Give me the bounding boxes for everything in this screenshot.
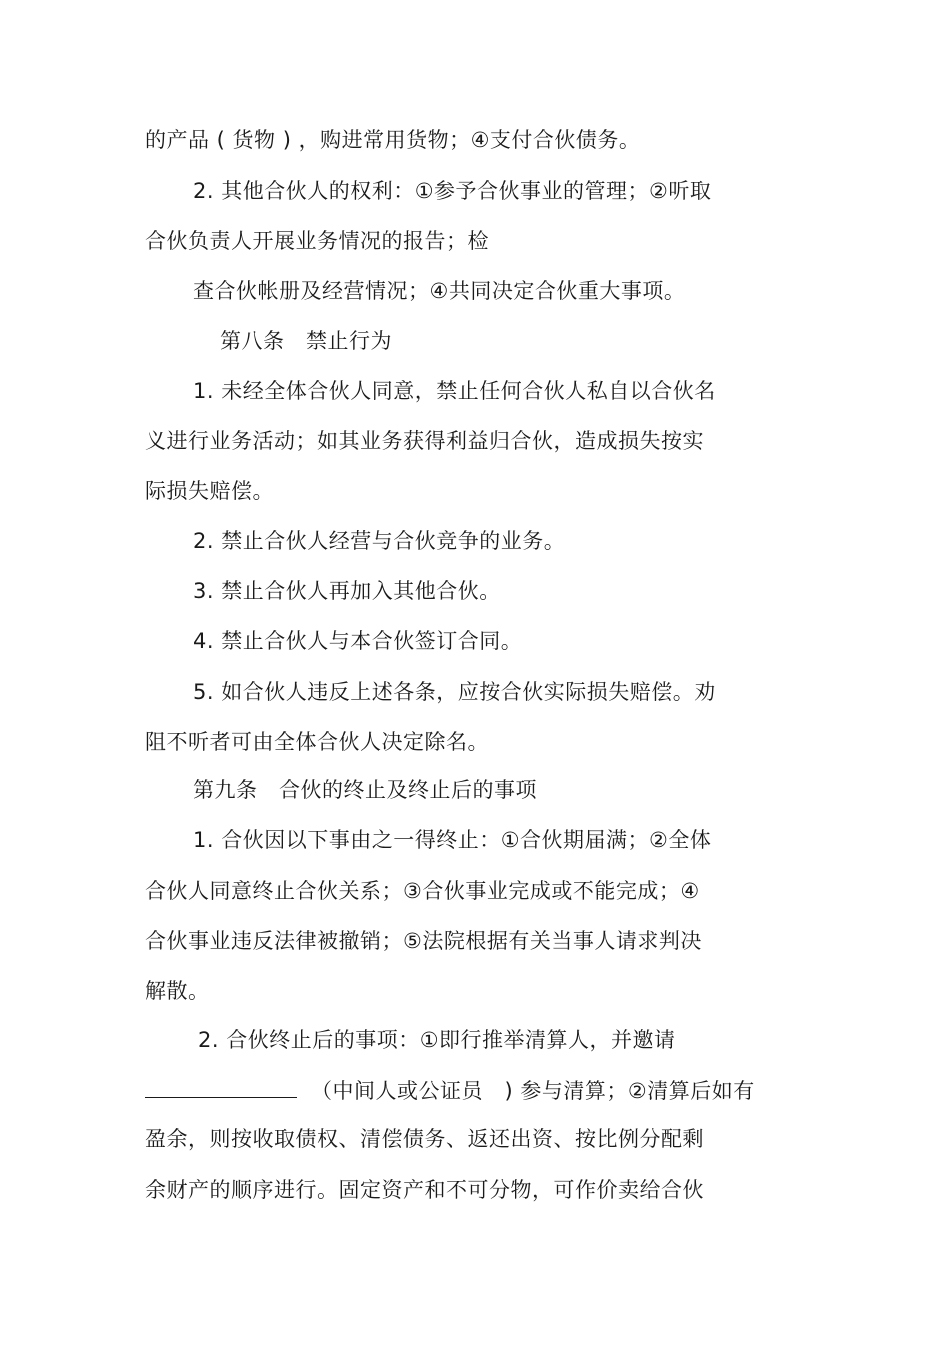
section-heading: 第九条 合伙的终止及终止后的事项: [193, 778, 537, 802]
text-fragment: （中间人或公证员 ) 参与清算；②清算后如有: [311, 1079, 755, 1103]
text-line: 2. 禁止合伙人经营与合伙竞争的业务。: [193, 529, 566, 553]
text-line-with-blank: [145, 1075, 755, 1106]
text-line: 2. 合伙终止后的事项：①即行推举清算人，并邀请: [198, 1028, 676, 1052]
text-line: 合伙负责人开展业务情况的报告；检: [145, 229, 489, 253]
text-line: 盈余，则按收取债权、清偿债务、返还出资、按比例分配剩: [145, 1127, 704, 1151]
text-line: 义进行业务活动；如其业务获得利益归合伙，造成损失按实: [145, 429, 704, 453]
text-line: 解散。: [145, 979, 210, 1003]
text-line: 合伙人同意终止合伙关系；③合伙事业完成或不能完成；④: [145, 879, 700, 903]
text-line: 的产品 ( 货物 ) ，购进常用货物；④支付合伙债务。: [145, 128, 641, 152]
text-line: 4. 禁止合伙人与本合伙签订合同。: [193, 629, 523, 653]
text-line: 合伙事业违反法律被撤销；⑤法院根据有关当事人请求判决: [145, 929, 702, 953]
text-line: 1. 合伙因以下事由之一得终止：①合伙期届满；②全体: [193, 828, 712, 852]
text-line: 查合伙帐册及经营情况；④共同决定合伙重大事项。: [193, 279, 686, 303]
text-line: 5. 如合伙人违反上述各条，应按合伙实际损失赔偿。劝: [193, 680, 716, 704]
text-line: 1. 未经全体合伙人同意，禁止任何合伙人私自以合伙名: [193, 379, 716, 403]
text-line: 余财产的顺序进行。固定资产和不可分物，可作价卖给合伙: [145, 1178, 704, 1202]
text-line: 3. 禁止合伙人再加入其他合伙。: [193, 579, 501, 603]
text-line: 阻不听者可由全体合伙人决定除名。: [145, 730, 489, 754]
text-line: 2. 其他合伙人的权利：①参予合伙事业的管理；②听取: [193, 179, 712, 203]
fill-in-blank: [145, 1075, 297, 1098]
text-line: 际损失赔偿。: [145, 479, 274, 503]
section-heading: 第八条 禁止行为: [220, 329, 392, 353]
